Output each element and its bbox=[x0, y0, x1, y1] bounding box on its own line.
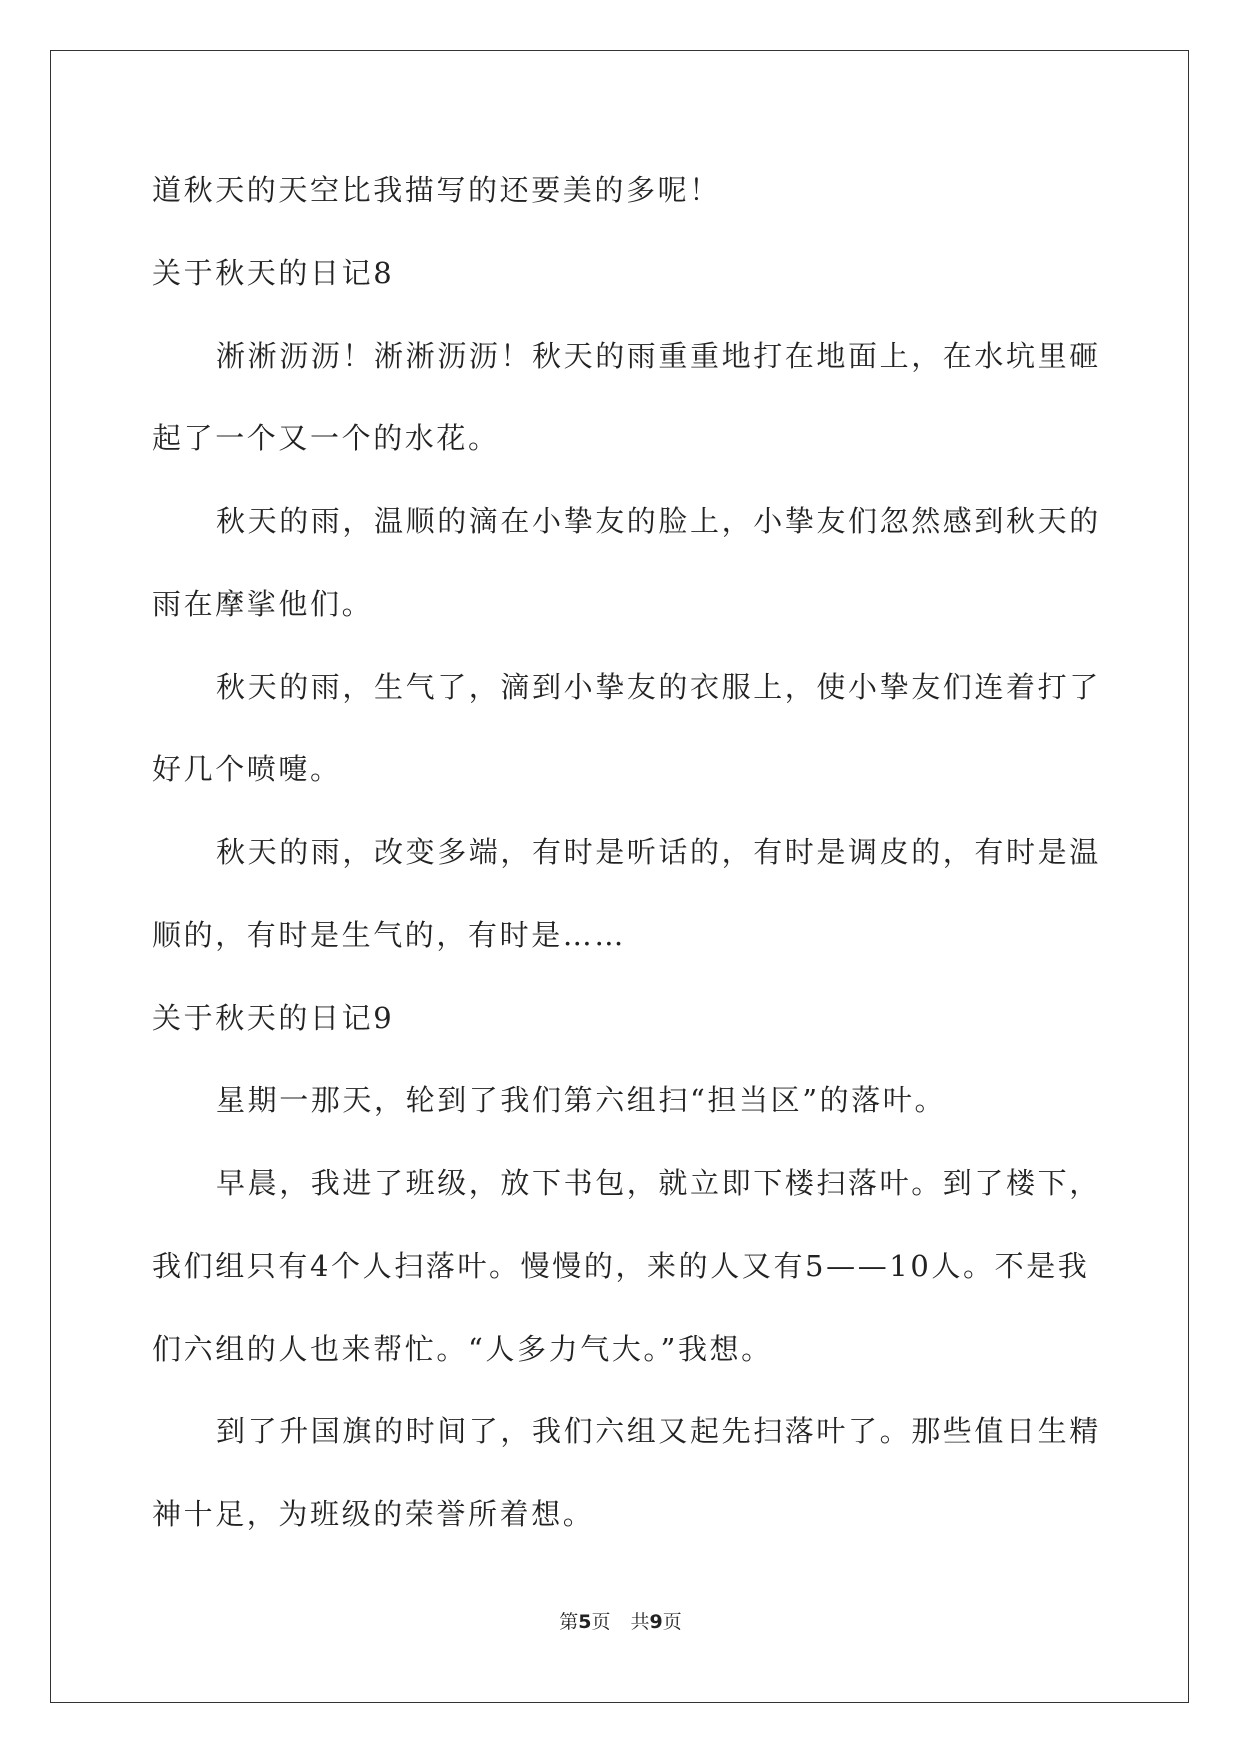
total-prefix: 共 bbox=[630, 1611, 650, 1633]
paragraph-line: 早晨，我进了班级，放下书包，就立即下楼扫落叶。到了楼下， bbox=[216, 1166, 1101, 1200]
page-prefix: 第 bbox=[559, 1611, 579, 1633]
page-number: 5 bbox=[578, 1611, 592, 1633]
text-line: 神十足，为班级的荣誉所着想。 bbox=[152, 1497, 595, 1531]
paragraph-line: 秋天的雨，温顺的滴在小挚友的脸上，小挚友们忽然感到秋天的 bbox=[216, 504, 1101, 538]
paragraph-line: 星期一那天，轮到了我们第六组扫“担当区”的落叶。 bbox=[216, 1083, 947, 1117]
total-pages: 9 bbox=[649, 1611, 663, 1633]
page-border bbox=[50, 50, 1189, 1703]
paragraph-line: 秋天的雨，生气了，滴到小挚友的衣服上，使小挚友们连着打了 bbox=[216, 670, 1101, 704]
text-line: 顺的，有时是生气的，有时是…… bbox=[152, 918, 627, 952]
text-line: 雨在摩挲他们。 bbox=[152, 587, 374, 621]
text-line: 我们组只有4个人扫落叶。慢慢的，来的人又有5——10人。不是我 bbox=[152, 1249, 1090, 1283]
paragraph-line: 秋天的雨，改变多端，有时是听话的，有时是调皮的，有时是温 bbox=[216, 835, 1101, 869]
text-line: 们六组的人也来帮忙。“人多力气大。”我想。 bbox=[152, 1332, 773, 1366]
text-line: 道秋天的天空比我描写的还要美的多呢！ bbox=[152, 173, 721, 207]
total-suffix: 页 bbox=[662, 1611, 682, 1633]
section-heading: 关于秋天的日记8 bbox=[152, 256, 395, 290]
section-heading: 关于秋天的日记9 bbox=[152, 1001, 395, 1035]
page-suffix: 页 bbox=[591, 1611, 611, 1633]
text-line: 好几个喷嚏。 bbox=[152, 752, 342, 786]
paragraph-line: 到了升国旗的时间了，我们六组又起先扫落叶了。那些值日生精 bbox=[216, 1414, 1101, 1448]
paragraph-line: 淅淅沥沥！淅淅沥沥！秋天的雨重重地打在地面上，在水坑里砸 bbox=[216, 339, 1101, 373]
text-line: 起了一个又一个的水花。 bbox=[152, 421, 500, 455]
page-footer bbox=[0, 1610, 1241, 1634]
